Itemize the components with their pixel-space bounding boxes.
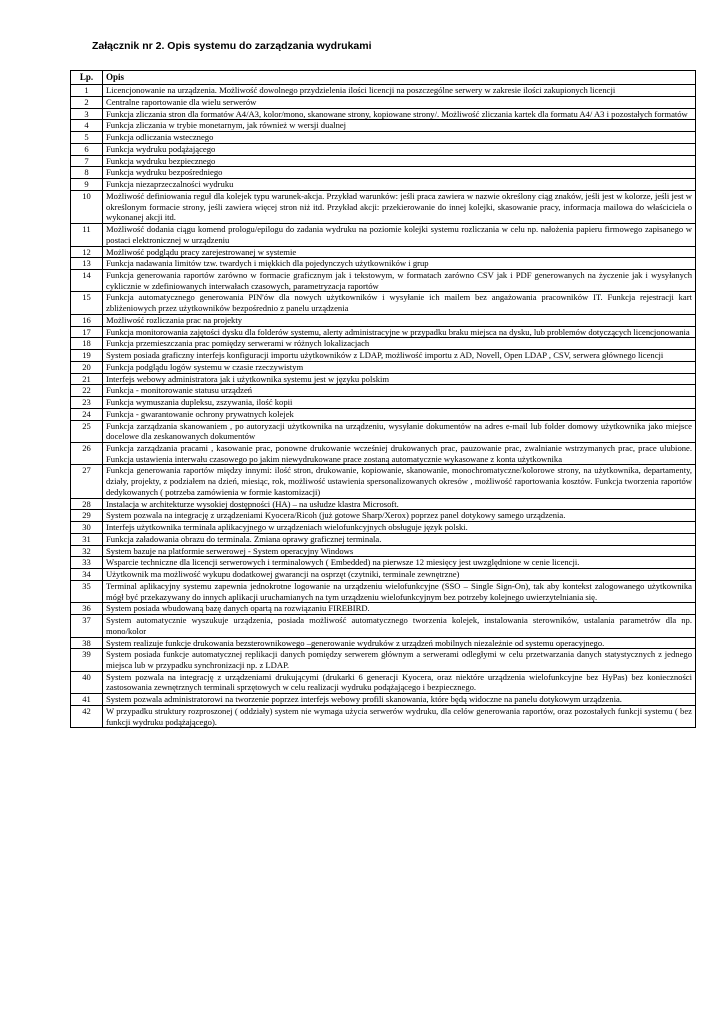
row-description: Funkcja monitorowania zajętości dysku dla folderów systemu, alerty administracyjne w przypadku braku miejsca na dysku, lub problemów dotyczących licencjonowania [103,326,696,338]
row-number: 24 [71,408,103,420]
table-row [71,545,696,557]
row-number: 22 [71,385,103,397]
row-description: Funkcja niezaprzeczalności wydruku [103,179,696,191]
table-row [71,167,696,179]
row-number: 15 [71,292,103,314]
row-description: Centralne raportowanie dla wielu serwerów [103,96,696,108]
row-number: 6 [71,143,103,155]
row-description: Funkcja przemieszczania prac pomiędzy serwerami w różnych lokalizacjach [103,338,696,350]
table-row [71,314,696,326]
table-row [71,694,696,706]
table-row [71,132,696,144]
table-row [71,615,696,637]
table-row [71,465,696,498]
table-row [71,397,696,409]
row-number: 30 [71,522,103,534]
table-header-row [71,71,696,85]
row-number: 7 [71,155,103,167]
row-number: 13 [71,258,103,270]
row-number: 21 [71,373,103,385]
column-header-opis: Opis [103,71,696,85]
table-body [71,85,696,728]
table-row [71,292,696,314]
table-row [71,569,696,581]
row-number: 25 [71,420,103,442]
row-number: 33 [71,557,103,569]
row-description: Funkcja wydruku podążającego [103,143,696,155]
table-row [71,498,696,510]
table-row [71,637,696,649]
table-row [71,705,696,727]
row-number: 38 [71,637,103,649]
row-number: 12 [71,246,103,258]
row-description: Licencjonowanie na urządzenia. Możliwość dowolnego przydzielenia ilości licencji na poszczególne serwery w zakresie ilości zakupionych licencji [103,85,696,97]
page-title: Załącznik nr 2. Opis systemu do zarządzania wydrukami [92,40,372,52]
row-number: 8 [71,167,103,179]
row-description: Funkcja podglądu logów systemu w czasie rzeczywistym [103,361,696,373]
table-row [71,385,696,397]
row-number: 36 [71,603,103,615]
table-row [71,96,696,108]
row-description: Funkcja - gwarantowanie ochrony prywatnych kolejek [103,408,696,420]
row-description: Wsparcie techniczne dla licencji serwerowych i terminalowych ( Embedded) na pierwsze 12 miesięcy jest uwzględnione w cenie licencji. [103,557,696,569]
row-number: 41 [71,694,103,706]
table-row [71,179,696,191]
row-description: System automatycznie wyszukuje urządzenia, posiada możliwość automatycznego tworzenia kolejek, instalowania sterowników, ustalania parametrów dla np. mono/kolor [103,615,696,637]
table-row [71,258,696,270]
row-description: Funkcja zarządzania pracami , kasowanie prac, ponowne drukowanie wcześniej drukowanych prac, pauzowanie prac, zwalnianie wstrzymanych prac, prace ulubione. Funkcja ustawienia interwału czasowego po jakim niewydrukowane prace zostaną automatycznie wykasowane z konta użytkownika [103,443,696,465]
row-description: Funkcja nadawania limitów tzw. twardych i miękkich dla pojedynczych użytkowników i grup [103,258,696,270]
requirements-table [70,70,696,728]
table-row [71,533,696,545]
row-number: 11 [71,224,103,246]
row-description: Funkcja załadowania obrazu do terminala. Zmiana oprawy graficznej terminala. [103,533,696,545]
row-number: 29 [71,510,103,522]
row-number: 40 [71,671,103,693]
row-description: Terminal aplikacyjny systemu zapewnia jednokrotne logowanie na urządzeniu wielofunkcyjne (SSO – Single Sign-On), tak aby kontekst zalogowanego użytkownika mógł być przekazywany do innych aplikacji uruchamianych na tym urządzeniu wielofunkcyjnym bez potrzeby kolejnego uwierzytelniania się. [103,580,696,602]
row-description: System pozwala administratorowi na tworzenie poprzez interfejs webowy profili skanowania, które będą widoczne na panelu dotykowym urządzenia. [103,694,696,706]
row-description: Użytkownik ma możliwość wykupu dodatkowej gwarancji na osprzęt (czytniki, terminale zewnętrzne) [103,569,696,581]
row-description: System posiada wbudowaną bazę danych opartą na rozwiązaniu FIREBIRD. [103,603,696,615]
row-description: System realizuje funkcje drukowania bezsterownikowego –generowanie wydruków z urządzeń mobilnych niezależnie od systemu operacyjnego. [103,637,696,649]
table-row [71,338,696,350]
row-description: System posiada graficzny interfejs konfiguracji importu użytkowników z LDAP, możliwość importu z AD, Novell, Open LDAP , CSV, serwera głównego licencji [103,350,696,362]
row-description: Funkcja generowania raportów między innymi: ilość stron, drukowanie, kopiowanie, skanowanie, monochromatyczne/kolorowe strony, na użytkownika, departamenty, działy, projekty, z podziałem na dzień, miesiąc, rok, możliwość ustawienia spersonalizowanych okresów , możliwość raportowania kosztów. Funkcja tworzenia raportów dedykowanych ( potrzeba zamówienia w formie kastomizacji) [103,465,696,498]
row-description: Funkcja wymuszania dupleksu, zszywania, ilość kopii [103,397,696,409]
row-number: 4 [71,120,103,132]
row-description: Funkcja wydruku bezpiecznego [103,155,696,167]
row-description: Interfejs użytkownika terminala aplikacyjnego w urządzeniach wielofunkcyjnych obsługuje język polski. [103,522,696,534]
row-number: 20 [71,361,103,373]
table-row [71,350,696,362]
row-number: 31 [71,533,103,545]
row-number: 3 [71,108,103,120]
table-row [71,510,696,522]
row-description: Możliwość dodania ciągu komend prologu/epilogu do zadania wydruku na poziomie kolejki systemu rozliczania w celu np. nałożenia papieru firmowego zapisanego w postaci elektronicznej w urządzeniu [103,224,696,246]
table-row [71,120,696,132]
row-description: Możliwość definiowania reguł dla kolejek typu warunek-akcja. Przykład warunków: jeśli praca zawiera w nazwie określony ciąg znaków, jeśli jest w kolorze, jeśli jest w określonym formacie strony, jeśli zawiera więcej stron niż itd. Przykład akcji: przekierowanie do innej kolejki, skasowanie pracy, informacja mailowa do właściciela o wykonanej akcji itd. [103,190,696,223]
row-number: 2 [71,96,103,108]
table-row [71,108,696,120]
row-description: Możliwość podglądu pracy zarejestrowanej w systemie [103,246,696,258]
table-row [71,580,696,602]
row-description: Funkcja automatycznego generowania PIN'ów dla nowych użytkowników i wysyłanie ich mailem bez angażowania pracowników IT. Funkcja rejestracji kart zbliżeniowych przez użytkowników bezpośrednio z panelu urządzenia [103,292,696,314]
row-number: 35 [71,580,103,602]
row-description: Funkcja zliczania stron dla formatów A4/A3, kolor/mono, skanowane strony, kopiowane strony/. Możliwość zliczania kartek dla formatu A4/ A3 i pozostałych formatów [103,108,696,120]
row-number: 14 [71,270,103,292]
column-header-lp: Lp. [71,71,103,85]
row-description: System pozwala na integrację z urządzeniami drukującymi (drukarki 6 generacji Kyocera, oraz niektóre urządzenia wielofunkcyjne bez HyPas) bez konieczności zastosowania zewnętrznych terminali sprzętowych w celu realizacji wydruku podążającego i bezpiecznego. [103,671,696,693]
table-row [71,557,696,569]
table-row [71,155,696,167]
row-number: 26 [71,443,103,465]
row-description: Funkcja odliczania wstecznego [103,132,696,144]
row-description: Funkcja zarządzania skanowaniem , po autoryzacji użytkownika na urządzeniu, wysyłanie dokumentów na adres e-mail lub folder domowy użytkownika jako miejsce docelowe dla zeskanowanych dokumentów [103,420,696,442]
row-description: System bazuje na platformie serwerowej - System operacyjny Windows [103,545,696,557]
row-number: 37 [71,615,103,637]
row-number: 19 [71,350,103,362]
row-number: 27 [71,465,103,498]
row-number: 18 [71,338,103,350]
row-description: Funkcja generowania raportów zarówno w formacie graficznym jak i tekstowym, w formatach zarówno CSV jak i PDF generowanych na życzenie jak i wysyłanych cyklicznie w zdefiniowanych interwałach czasowych, parametryzacja raportów [103,270,696,292]
row-description: Funkcja - monitorowanie statusu urządzeń [103,385,696,397]
table-row [71,420,696,442]
row-number: 5 [71,132,103,144]
row-description: Interfejs webowy administratora jak i użytkownika systemu jest w języku polskim [103,373,696,385]
row-description: Instalacja w architekturze wysokiej dostępności (HA) – na usłudze klastra Microsoft. [103,498,696,510]
table-row [71,361,696,373]
table-row [71,671,696,693]
table-row [71,603,696,615]
table-row [71,649,696,671]
table-row [71,522,696,534]
table-row [71,85,696,97]
row-number: 9 [71,179,103,191]
table-row [71,326,696,338]
table-row [71,373,696,385]
row-description: System pozwala na integrację z urządzeniami Kyocera/Ricoh (już gotowe Sharp/Xerox) poprzez panel dotykowy samego urządzenia. [103,510,696,522]
row-number: 28 [71,498,103,510]
row-description: System posiada funkcje automatycznej replikacji danych pomiędzy serwerem głównym a serwerami odległymi w celu przetwarzania danych statystycznych z jednego miejsca lub w przypadku synchronizacji np. z LDAP. [103,649,696,671]
row-number: 17 [71,326,103,338]
table-row [71,270,696,292]
row-number: 32 [71,545,103,557]
row-description: Możliwość rozliczania prac na projekty [103,314,696,326]
table-row [71,190,696,223]
row-description: Funkcja zliczania w trybie monetarnym, jak również w wersji dualnej [103,120,696,132]
row-number: 1 [71,85,103,97]
table-row [71,224,696,246]
table-row [71,443,696,465]
row-number: 16 [71,314,103,326]
row-number: 10 [71,190,103,223]
table-row [71,246,696,258]
row-number: 34 [71,569,103,581]
row-description: Funkcja wydruku bezpośredniego [103,167,696,179]
row-number: 39 [71,649,103,671]
table-row [71,143,696,155]
row-number: 23 [71,397,103,409]
table-row [71,408,696,420]
row-number: 42 [71,705,103,727]
row-description: W przypadku struktury rozproszonej ( oddziały) system nie wymaga użycia serwerów wydruku, dla celów generowania raportów, oraz pozostałych funkcji systemu ( bez funkcji wydruku podążającego). [103,705,696,727]
